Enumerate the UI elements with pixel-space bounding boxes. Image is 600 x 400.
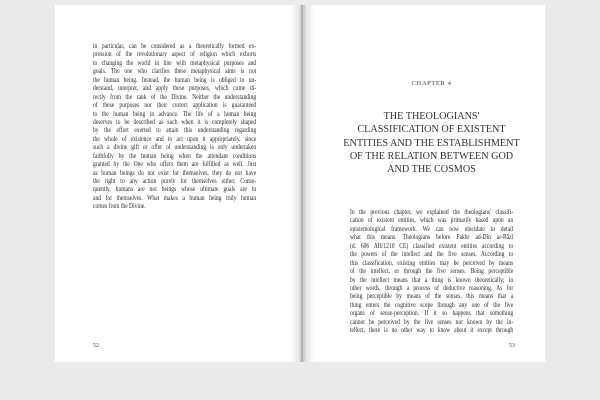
text-line: such a divine gift or offer of understanding is only undertaken: [93, 144, 257, 152]
left-page: [55, 5, 297, 362]
text-line: of these purposes nor their correct application is guaranteed: [93, 102, 257, 110]
text-line: rectly from the rank of the Divine. Neither the understanding: [93, 93, 257, 101]
left-page-body-text: [93, 43, 256, 212]
chapter-title-line: CLASSIFICATION OF EXISTENT: [357, 124, 506, 136]
text-line: this classification, existing entities may be perceived by means: [350, 259, 514, 267]
text-line: the powers of the intellect and the five senses. According to: [350, 251, 514, 259]
text-line: of the intellect, or through the five senses. Being perceptible: [350, 268, 514, 276]
text-line: pression of the revolutionary aspect of religion which exhorts: [93, 51, 257, 59]
text-line: quently, humans are not beings whose ultimate goals are in: [93, 186, 257, 194]
text-line: what this means. Theologians before Fakhr ad-Dīn ar-Rāzī: [350, 234, 514, 242]
book-spine: [297, 5, 308, 362]
chapter-title-line: AND THE COSMOS: [387, 164, 476, 176]
chapter-label: CHAPTER 4: [411, 80, 452, 87]
text-line: organs of sense-perception. If it so happens that something: [350, 310, 514, 318]
text-line: to the human being in advance. The life of a human being: [93, 110, 257, 118]
right-page: [308, 5, 545, 362]
text-line: granted by the One who offers them are fulfilled as well. Just: [93, 161, 257, 169]
text-line: cation of existent entities, which was primarily based upon an: [350, 217, 514, 225]
text-line: deserves to be described as such when it is completely shaped: [93, 118, 257, 126]
text-line: the human being. Instead, the human being is obliged to un-: [93, 76, 257, 84]
chapter-title: [308, 110, 555, 176]
text-line: comes from the Divine.: [93, 203, 146, 211]
text-line: goals. The one who clarifies these metaphysical aims is not: [93, 68, 257, 76]
text-line: the whole of existence and to act upon it appropriately, since: [93, 135, 257, 143]
text-line: cannot be perceived by the five senses nor known by the in-: [350, 318, 514, 326]
chapter-title-line: ENTITIES AND THE ESTABLISHMENT: [343, 137, 520, 149]
page-number-right: 53: [509, 343, 515, 349]
text-line: as human beings do not exist for themselves, they do not have: [93, 169, 257, 177]
text-line: thing enters the cognitive scope through any one of the five: [350, 301, 514, 309]
chapter-title-line: OF THE RELATION BETWEEN GOD: [349, 150, 514, 162]
text-line: the right to any action purely for themselves either. Conse-: [93, 178, 257, 185]
text-line: faithfully by the human being when the attendant conditions: [93, 152, 257, 160]
text-line: in particular, can be considered as a theoretically formed ex-: [93, 43, 257, 50]
text-line: In the previous chapter, we explained the theologians' classifi-: [350, 209, 514, 216]
text-line: being perceptible by means of the senses, this means that a: [350, 293, 514, 301]
text-line: (d. 606 AH/1210 CE) classified existent entities according to: [350, 242, 514, 250]
text-line: and for themselves. What makes a human being truly human: [93, 194, 257, 202]
text-line: derstand, interpret, and apply these purposes, which come di-: [93, 85, 257, 93]
text-line: other words, through a process of deductive reasoning. As for: [350, 284, 514, 292]
text-line: tellect, there is no other way to know about it except through: [350, 327, 514, 335]
text-line: epistemological framework. We can now elucidate in detail: [350, 225, 514, 233]
text-line: by the effort exerted to attain this understanding regarding: [93, 127, 257, 135]
text-line: by the intellect means that a thing is known theoretically; in: [350, 276, 514, 284]
text-line: to changing the world in line with metaphysical purposes and: [93, 59, 257, 67]
page-number-left: 52: [93, 343, 99, 349]
right-page-body-text: [350, 209, 513, 336]
chapter-title-line: THE THEOLOGIANS': [383, 111, 480, 122]
